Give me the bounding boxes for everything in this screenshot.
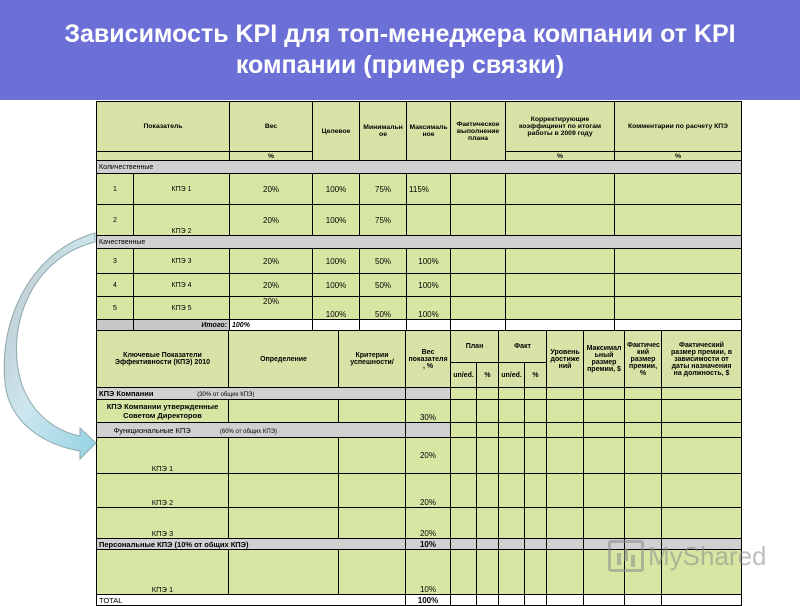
- company-kpi-note: (30% от общих КПЭ): [197, 392, 255, 398]
- row-number: 5: [97, 297, 134, 320]
- band-cell: [406, 423, 451, 438]
- empty-cell: [499, 474, 525, 508]
- company-kpi-row: [97, 388, 406, 400]
- functional-kpi-weight: 20%: [406, 508, 451, 539]
- empty-cell: [662, 474, 742, 508]
- table-row: [97, 438, 742, 474]
- empty-cell: [499, 423, 525, 438]
- total-label: Итого:: [134, 320, 230, 332]
- band-cell: [477, 539, 499, 550]
- unit-coef: %: [506, 152, 615, 161]
- kpi-min: 50%: [360, 297, 407, 320]
- empty-cell: [625, 474, 662, 508]
- kpi-name: КПЭ 5: [134, 297, 230, 320]
- kpi-comment: [615, 205, 742, 236]
- empty-cell: [477, 388, 499, 400]
- empty-cell: [625, 438, 662, 474]
- empty-cell: [662, 388, 742, 400]
- empty-cell: [499, 388, 525, 400]
- total-empty: [584, 595, 625, 606]
- header-minimum: Минимальн ое: [360, 102, 407, 161]
- kpi-target: 100%: [313, 274, 360, 297]
- total-empty: [547, 595, 584, 606]
- empty-cell: [525, 400, 547, 423]
- header-coef: Корректирующие коэффициент по итогам работы в 2009 году: [506, 102, 615, 152]
- kpi-coef: [506, 249, 615, 274]
- kpi-max: 100%: [407, 274, 451, 297]
- functional-kpi-weight: 20%: [406, 474, 451, 508]
- empty-cell: [451, 423, 477, 438]
- approved-label: КПЭ Компании утвержденные Советом Директоров: [97, 400, 229, 423]
- header-target: Целевое: [313, 102, 360, 161]
- kpi-weight: 20%: [230, 249, 313, 274]
- row-number: 2: [97, 205, 134, 236]
- total-empty: [525, 595, 547, 606]
- empty-cell: [477, 474, 499, 508]
- kpi-actual: [451, 249, 506, 274]
- kpi-name: КПЭ 4: [134, 274, 230, 297]
- kpi-weight: 20%: [230, 174, 313, 205]
- kpi-min: 75%: [360, 174, 407, 205]
- empty-cell: [584, 400, 625, 423]
- functional-kpi-name: КПЭ 3: [97, 508, 229, 539]
- band-cell: [451, 539, 477, 550]
- unit-comment: %: [615, 152, 742, 161]
- empty-cell: [339, 550, 406, 595]
- empty-cell: [451, 438, 477, 474]
- table-row: [97, 174, 742, 205]
- plan-percent: %: [477, 363, 499, 388]
- empty-cell: [339, 438, 406, 474]
- header-criteria: Критерии успешности/: [339, 331, 406, 388]
- kpi-actual: [451, 174, 506, 205]
- empty-cell: [477, 400, 499, 423]
- header-plan: План: [451, 331, 499, 363]
- kpi-coef: [506, 205, 615, 236]
- kpi-max: [407, 205, 451, 236]
- table-row: [97, 297, 742, 320]
- header-kpi: Ключевые Показатели Эффективности (КПЭ) 2010: [97, 331, 229, 388]
- kpi-weights-table: [96, 101, 742, 332]
- header-indicator: Показатель: [97, 102, 230, 152]
- empty-cell: [525, 438, 547, 474]
- empty-cell: [339, 474, 406, 508]
- band-cell: [406, 388, 451, 400]
- empty-cell: [499, 438, 525, 474]
- total-empty: [451, 595, 477, 606]
- unit-weight: %: [230, 152, 313, 161]
- functional-label: Функциональные КПЭ: [113, 425, 191, 435]
- empty-cell: [229, 508, 339, 539]
- kpi-min: 50%: [360, 274, 407, 297]
- band-cell: [525, 539, 547, 550]
- functional-kpi-weight: 20%: [406, 438, 451, 474]
- row-number: 3: [97, 249, 134, 274]
- empty-cell: [662, 423, 742, 438]
- watermark-text: MyShared: [648, 540, 767, 571]
- header-actual-bonus: Фактичес кий размер премии, %: [625, 331, 662, 388]
- kpi-weight: 20%: [230, 297, 313, 320]
- empty-cell: [451, 508, 477, 539]
- section-quantitative: Количественные: [97, 161, 742, 174]
- empty-cell: [339, 508, 406, 539]
- header-definition: Определение: [229, 331, 339, 388]
- title-banner: [0, 0, 800, 100]
- total-empty: [477, 595, 499, 606]
- header-actual: Фактическое выполнение плана: [451, 102, 506, 161]
- empty-cell: [525, 423, 547, 438]
- empty-cell: [584, 423, 625, 438]
- slide-title: Зависимость KPI для топ-менеджера компании от KPI компании (пример связки): [64, 20, 736, 79]
- empty-cell: [625, 400, 662, 423]
- kpi-comment: [615, 174, 742, 205]
- header-weight: Вес показателя , %: [406, 331, 451, 388]
- table-row: [97, 508, 742, 539]
- kpi-weight: 20%: [230, 205, 313, 236]
- table-row: [97, 474, 742, 508]
- kpi-comment: [615, 249, 742, 274]
- empty-cell: [451, 550, 477, 595]
- kpi-target: 100%: [313, 297, 360, 320]
- functional-kpi-name: КПЭ 2: [97, 474, 229, 508]
- kpi-target: 100%: [313, 174, 360, 205]
- kpi-actual: [451, 274, 506, 297]
- empty-cell: [662, 508, 742, 539]
- empty-cell: [477, 423, 499, 438]
- kpi-min: 75%: [360, 205, 407, 236]
- empty-cell: [477, 550, 499, 595]
- empty-cell: [229, 400, 339, 423]
- empty-cell: [584, 388, 625, 400]
- personal-kpi-name: КПЭ 1: [97, 550, 229, 595]
- empty-cell: [625, 423, 662, 438]
- functional-kpi-name: КПЭ 1: [97, 438, 229, 474]
- watermark: [608, 540, 767, 572]
- empty-cell: [547, 550, 584, 595]
- row-number: 4: [97, 274, 134, 297]
- empty-cell: [584, 508, 625, 539]
- empty-cell: [339, 400, 406, 423]
- empty-cell: [499, 400, 525, 423]
- kpi-weight: 20%: [230, 274, 313, 297]
- kpi-name: КПЭ 2: [134, 205, 230, 236]
- kpi-name: КПЭ 1: [134, 174, 230, 205]
- header-actual-bonus-usd: Фактический размер премии, в зависимости от даты назначения на должность, $: [662, 331, 742, 388]
- empty-cell: [625, 508, 662, 539]
- empty-cell: [547, 438, 584, 474]
- band-cell: [547, 539, 584, 550]
- kpi-target: 100%: [313, 205, 360, 236]
- total-value: 100%: [406, 595, 451, 606]
- empty-cell: [499, 550, 525, 595]
- table-row: [97, 249, 742, 274]
- empty-cell: [477, 438, 499, 474]
- empty-cell: [625, 388, 662, 400]
- band-cell: [499, 539, 525, 550]
- header-level: Уровень достиже ний: [547, 331, 584, 388]
- empty-cell: [547, 400, 584, 423]
- section-qualitative: Качественные: [97, 236, 742, 249]
- empty-cell: [662, 400, 742, 423]
- kpi-comment: [615, 274, 742, 297]
- kpi-coef: [506, 274, 615, 297]
- kpi-coef: [506, 297, 615, 320]
- empty-cell: [547, 508, 584, 539]
- empty-cell: [547, 388, 584, 400]
- empty-cell: [451, 474, 477, 508]
- empty-cell: [525, 388, 547, 400]
- fact-percent: %: [525, 363, 547, 388]
- empty-cell: [229, 550, 339, 595]
- total-empty: [625, 595, 662, 606]
- approved-weight: 30%: [406, 400, 451, 423]
- empty-cell: [547, 423, 584, 438]
- kpi-max: 100%: [407, 297, 451, 320]
- header-comment: Комментарии по расчету КПЭ: [615, 102, 742, 152]
- table-row: [97, 205, 742, 236]
- empty-cell: [547, 474, 584, 508]
- header-empty: [97, 152, 230, 161]
- personal-label: Персональные КПЭ (10% от общих КПЭ): [97, 539, 406, 550]
- functional-row: [97, 423, 406, 438]
- header-fact: Факт: [499, 331, 547, 363]
- kpi-coef: [506, 174, 615, 205]
- personal-weight: 10%: [406, 539, 451, 550]
- total-value: 100%: [230, 320, 313, 332]
- kpi-actual: [451, 205, 506, 236]
- kpi-name: КПЭ 3: [134, 249, 230, 274]
- empty-cell: [451, 400, 477, 423]
- chart-board-icon: [608, 540, 644, 572]
- company-kpi-label: КПЭ Компании: [99, 389, 154, 398]
- empty-cell: [525, 550, 547, 595]
- empty-cell: [499, 508, 525, 539]
- table-row: [97, 400, 742, 423]
- kpi-target: 100%: [313, 249, 360, 274]
- kpi-min: 50%: [360, 249, 407, 274]
- header-max-bonus: Максимал ьный размер премии, $: [584, 331, 625, 388]
- functional-note: (60% от общих КПЭ): [219, 428, 277, 435]
- arrow-shape: [4, 233, 96, 459]
- total-empty: [662, 595, 742, 606]
- kpi-comment: [615, 297, 742, 320]
- empty-cell: [229, 438, 339, 474]
- kpi-max: 100%: [407, 249, 451, 274]
- total-label: TOTAL: [97, 595, 406, 606]
- total-empty: [499, 595, 525, 606]
- kpi-actual: [451, 297, 506, 320]
- header-weight: Вес: [230, 102, 313, 152]
- empty-cell: [525, 474, 547, 508]
- empty-cell: [477, 508, 499, 539]
- plan-unit: un/ed.: [451, 363, 477, 388]
- empty-cell: [229, 474, 339, 508]
- table-row: [97, 274, 742, 297]
- row-number: 1: [97, 174, 134, 205]
- empty-cell: [451, 388, 477, 400]
- fact-unit: un/ed.: [499, 363, 525, 388]
- empty-cell: [525, 508, 547, 539]
- empty-cell: [662, 438, 742, 474]
- personal-kpi-weight: 10%: [406, 550, 451, 595]
- empty-cell: [584, 438, 625, 474]
- empty-cell: [584, 474, 625, 508]
- kpi-max: 115%: [407, 174, 451, 205]
- header-maximum: Максималь ное: [407, 102, 451, 161]
